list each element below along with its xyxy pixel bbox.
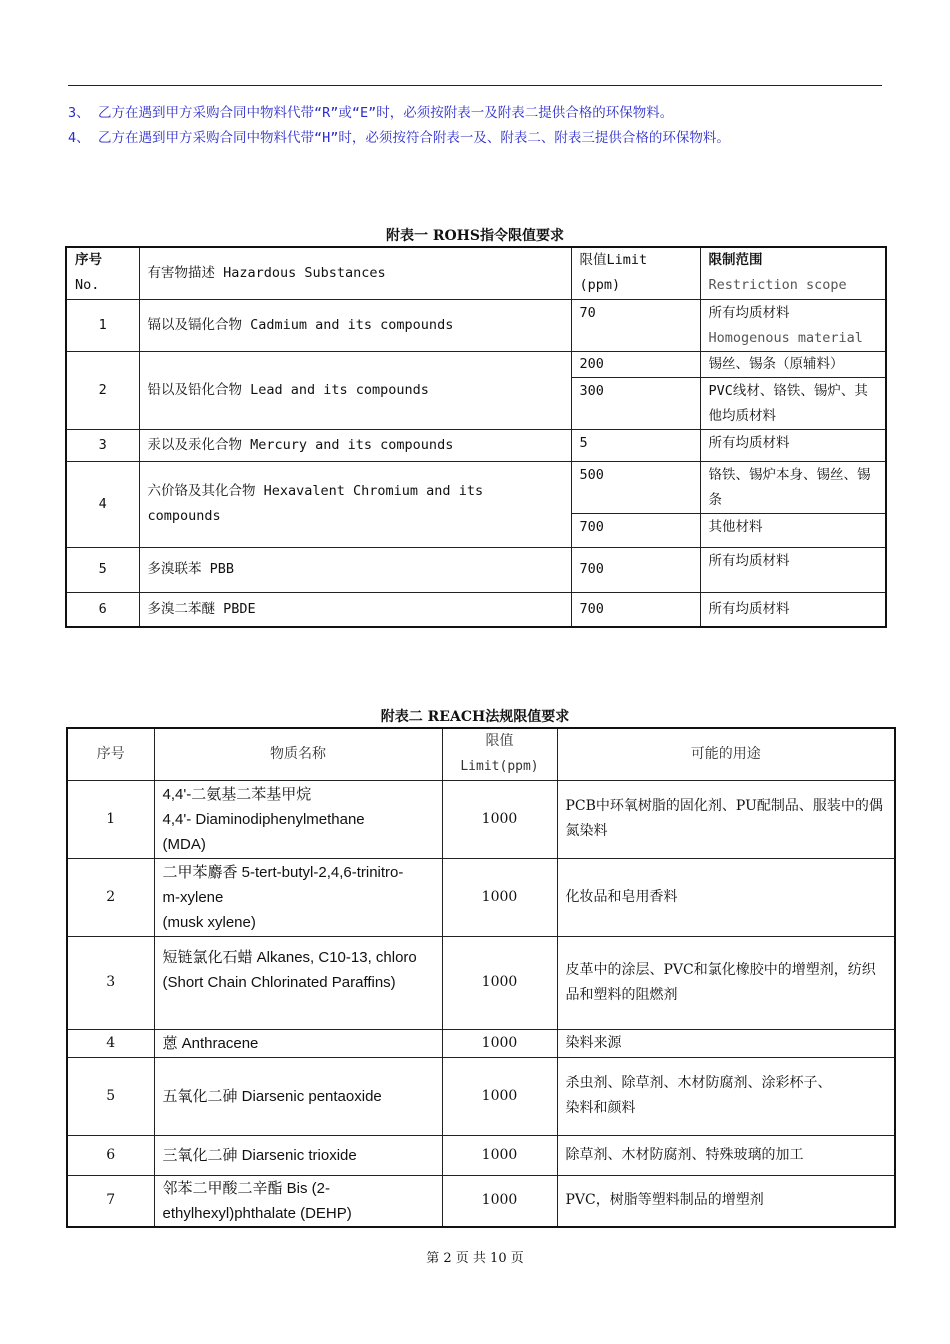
row-scope: 锡丝、锡条（原辅料） xyxy=(700,351,886,377)
row-limit: 1000 xyxy=(442,1029,557,1057)
reach-limit-table xyxy=(66,727,896,1228)
row-limit: 1000 xyxy=(442,1175,557,1227)
table-row xyxy=(67,1029,895,1057)
row-scope: 所有均质材料 xyxy=(700,429,886,461)
row-usage: 杀虫剂、除草剂、木材防腐剂、涂彩杯子、染料和颜料 xyxy=(557,1057,895,1135)
table-row xyxy=(67,1057,895,1135)
row-no: 6 xyxy=(67,1135,154,1175)
table-row xyxy=(67,936,895,1029)
row-scope: 所有均质材料 Homogenous material xyxy=(700,299,886,351)
row-substance-name: 蒽 Anthracene xyxy=(154,1029,442,1057)
header-limit: 限值 Limit(ppm) xyxy=(442,728,557,780)
row-no: 3 xyxy=(66,429,139,461)
row-no: 4 xyxy=(66,461,139,547)
row-no: 1 xyxy=(67,780,154,858)
row-no: 2 xyxy=(67,858,154,936)
row-usage: 皮革中的涂层、PVC和氯化橡胶中的增塑剂，纺织品和塑料的阻燃剂 xyxy=(557,936,895,1029)
table-row xyxy=(67,780,895,858)
table-row xyxy=(66,592,886,627)
header-substance: 有害物描述 Hazardous Substances xyxy=(139,247,571,299)
header-limit: 限值Limit (ppm) xyxy=(571,247,700,299)
row-no: 4 xyxy=(67,1029,154,1057)
rohs-limit-table xyxy=(65,246,887,628)
row-substance-name: 邻苯二甲酸二辛酯 Bis (2- ethylhexyl)phthalate (DEHP) xyxy=(154,1175,442,1227)
clause-3 xyxy=(68,101,673,121)
header-usage: 可能的用途 xyxy=(557,728,895,780)
row-substance-name: 短链氯化石蜡 Alkanes, C10-13, chloro (Short Chain Chlorinated Paraffins) xyxy=(154,936,442,1029)
row-substance: 多溴二苯醚 PBDE xyxy=(139,592,571,627)
row-scope: 所有均质材料 xyxy=(700,592,886,627)
table-row xyxy=(67,858,895,936)
clause-number: 4、 xyxy=(68,130,90,146)
row-substance: 多溴联苯 PBB xyxy=(139,547,571,592)
table-row xyxy=(66,351,886,377)
table-header-row xyxy=(67,728,895,780)
row-substance-name: 三氧化二砷 Diarsenic trioxide xyxy=(154,1135,442,1175)
row-limit: 1000 xyxy=(442,936,557,1029)
table1-title: 附表一 ROHS指令限值要求 xyxy=(385,228,565,244)
clause-text: 乙方在遇到甲方采购合同中物料代带“H”时，必须按符合附表一及、附表二、附表三提供合格的环保物料。 xyxy=(98,130,730,146)
row-no: 5 xyxy=(66,547,139,592)
row-usage: 染料来源 xyxy=(557,1029,895,1057)
row-substance: 六价铬及其化合物 Hexavalent Chromium and its compounds xyxy=(139,461,571,547)
row-substance-name: 五氧化二砷 Diarsenic pentaoxide xyxy=(154,1057,442,1135)
row-scope: 其他材料 xyxy=(700,513,886,547)
header-no: 序号 xyxy=(67,728,154,780)
row-usage: PCB中环氧树脂的固化剂、PU配制品、服装中的偶氮染料 xyxy=(557,780,895,858)
row-limit: 500 xyxy=(571,461,700,513)
row-no: 6 xyxy=(66,592,139,627)
table-row xyxy=(66,299,886,351)
clause-number: 3、 xyxy=(68,105,90,121)
table-header-row xyxy=(66,247,886,299)
row-scope: PVC线材、铬铁、锡炉、其他均质材料 xyxy=(700,377,886,429)
row-limit: 5 xyxy=(571,429,700,461)
row-usage: PVC，树脂等塑料制品的增塑剂 xyxy=(557,1175,895,1227)
table-row xyxy=(66,429,886,461)
row-limit: 700 xyxy=(571,592,700,627)
row-limit: 200 xyxy=(571,351,700,377)
header-name: 物质名称 xyxy=(154,728,442,780)
row-substance-name: 4,4'-二氨基二苯基甲烷 4,4'- Diaminodiphenylmethane (MDA) xyxy=(154,780,442,858)
row-no: 5 xyxy=(67,1057,154,1135)
table-row xyxy=(66,461,886,513)
table-row xyxy=(66,547,886,592)
page-footer: 第 2 页 共 10 页 xyxy=(426,1251,524,1266)
row-scope: 铬铁、锡炉本身、锡丝、锡条 xyxy=(700,461,886,513)
table-row xyxy=(67,1175,895,1227)
clause-4 xyxy=(68,126,730,146)
row-no: 7 xyxy=(67,1175,154,1227)
row-limit: 300 xyxy=(571,377,700,429)
table2-title: 附表二 REACH法规限值要求 xyxy=(380,709,570,725)
row-limit: 1000 xyxy=(442,1135,557,1175)
row-substance: 汞以及汞化合物 Mercury and its compounds xyxy=(139,429,571,461)
row-no: 3 xyxy=(67,936,154,1029)
row-substance-name: 二甲苯麝香 5-tert-butyl-2,4,6-trinitro- m-xylene (musk xylene) xyxy=(154,858,442,936)
row-usage: 除草剂、木材防腐剂、特殊玻璃的加工 xyxy=(557,1135,895,1175)
row-limit: 700 xyxy=(571,547,700,592)
row-scope: 所有均质材料 xyxy=(700,547,886,592)
clause-text: 乙方在遇到甲方采购合同中物料代带“R”或“E”时，必须按附表一及附表二提供合格的环保物料。 xyxy=(98,105,674,121)
header-scope: 限制范围 Restriction scope xyxy=(700,247,886,299)
row-limit: 1000 xyxy=(442,1057,557,1135)
row-no: 2 xyxy=(66,351,139,429)
row-limit: 700 xyxy=(571,513,700,547)
row-no: 1 xyxy=(66,299,139,351)
header-rule xyxy=(68,85,882,86)
row-limit: 1000 xyxy=(442,858,557,936)
row-usage: 化妆品和皂用香料 xyxy=(557,858,895,936)
row-limit: 1000 xyxy=(442,780,557,858)
row-limit: 70 xyxy=(571,299,700,351)
table-row xyxy=(67,1135,895,1175)
row-substance: 镉以及镉化合物 Cadmium and its compounds xyxy=(139,299,571,351)
row-substance: 铅以及铅化合物 Lead and its compounds xyxy=(139,351,571,429)
header-no: 序号 No. xyxy=(66,247,139,299)
